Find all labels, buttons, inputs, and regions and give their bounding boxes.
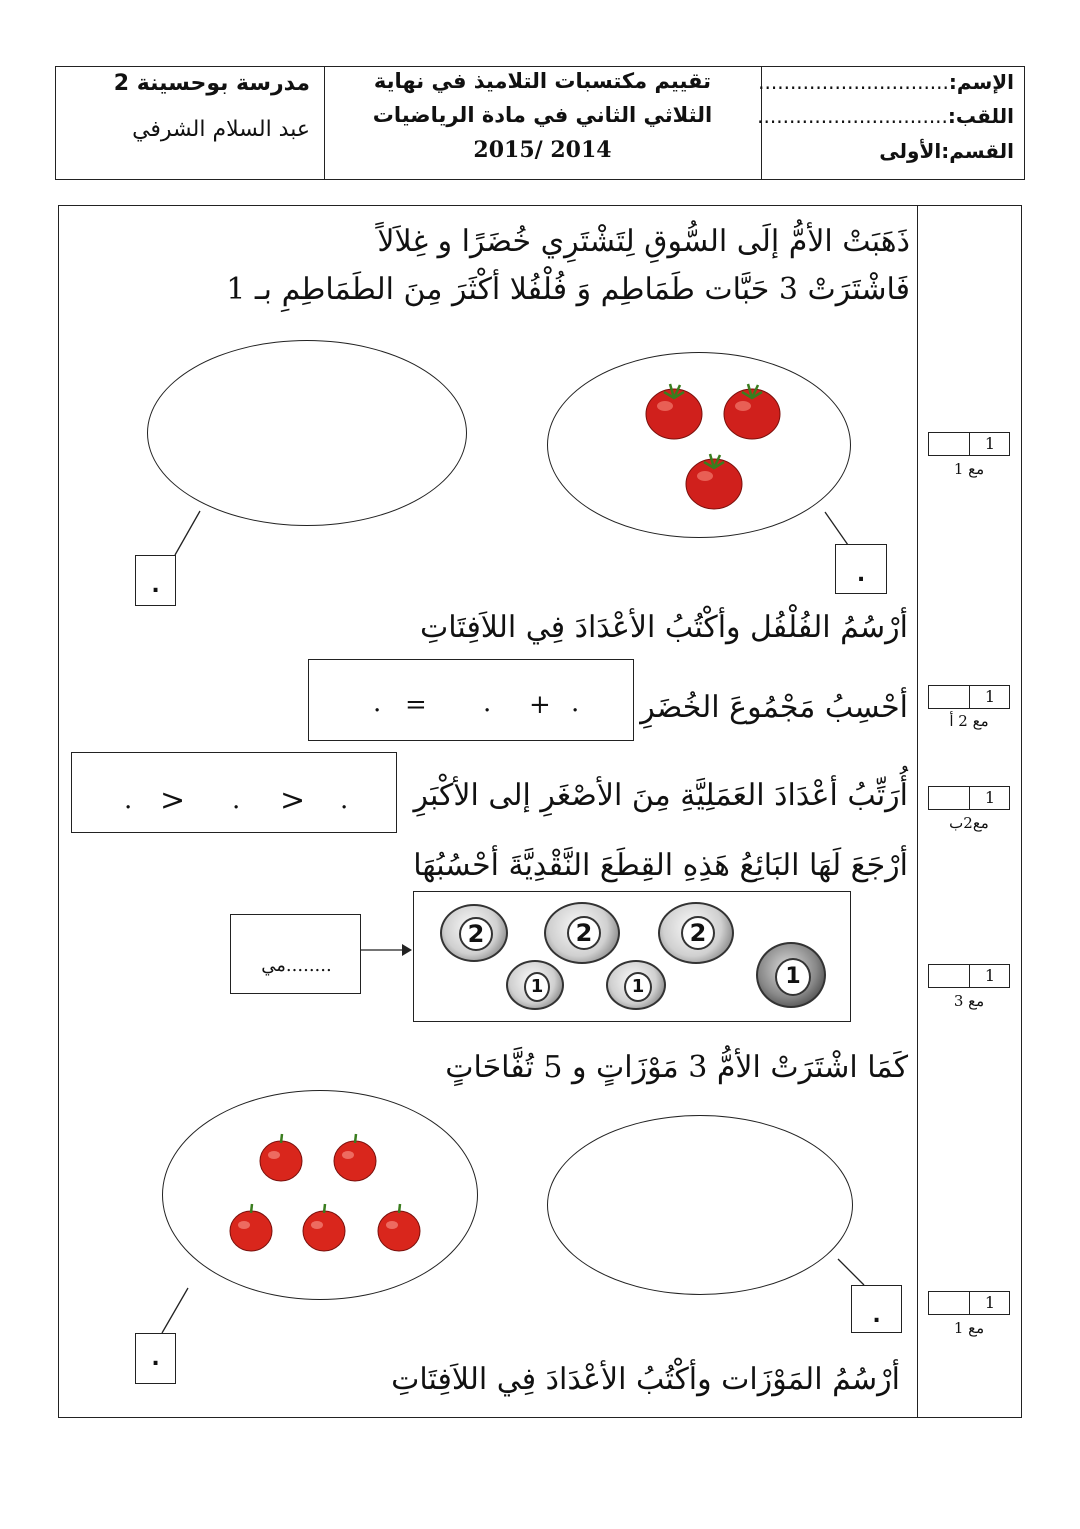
pepper-count-label[interactable]: . — [135, 555, 176, 606]
apple-icon — [303, 1204, 345, 1251]
draw-pepper-instruction: أرْسُمُ الفُلْفُل وأكْتُبُ الأعْدَادَ فِي اللاَفِتَاتِ — [420, 610, 908, 645]
coin-2-icon: 2 — [440, 904, 508, 962]
intro-line1: ذَهَبَتْ الأمُّ إلَى السُّوقِ لِتَشْتَرِي خُضَرًا و غِلاَلاً — [377, 224, 910, 259]
school-name: مدرسة بوحسينة 2 — [113, 71, 310, 96]
score-box-1[interactable]: 1 — [928, 432, 1010, 456]
score-criterion-4: مع 3 — [953, 992, 985, 1010]
school-year: 2015/ 2014 — [473, 137, 612, 163]
order-dot-2: . — [232, 785, 241, 815]
coins-result[interactable]: ........مي — [261, 955, 332, 976]
score-box-3[interactable]: 1 — [928, 786, 1010, 810]
coin-2-icon: 2 — [544, 902, 620, 964]
greater-sign-1: > — [160, 783, 186, 818]
order-dot-1: . — [124, 785, 133, 815]
surname-label: اللقب: — [947, 104, 1014, 128]
bought-more-text: كَمَا اشْتَرَتْ الأمُّ 3 مَوْزَاتٍ و 5 تُفَّاحَاتٍ — [445, 1050, 908, 1085]
score-box-2[interactable]: 1 — [928, 685, 1010, 709]
intro-line2: فَاشْتَرَتْ 3 حَبَّات طَمَاطِم وَ فُلْفُلا أكْثَرَ مِنَ الطَمَاطِمِ بـ 1 — [226, 272, 910, 307]
sum-dot-3: . — [373, 688, 382, 718]
bananas-count-label[interactable]: . — [851, 1285, 902, 1333]
order-answer-box[interactable] — [71, 752, 397, 833]
coins-instruction: أرْجَعَ لَهَا البَائِعُ هَذِهِ القِطَعَ النَّقْدِيَّةَ أحْسُبُهَا — [413, 848, 908, 883]
sum-dot-1: . — [571, 688, 580, 718]
coins-frame — [413, 891, 851, 1022]
coin-2-icon: 2 — [658, 902, 734, 964]
equals-sign: = — [405, 690, 427, 720]
draw-bananas-instruction: أرْسُمُ المَوْزَات وأكْتُبُ الأعْدَادَ فِي اللاَفِتَاتِ — [391, 1362, 900, 1397]
coins-result-box[interactable] — [230, 914, 361, 994]
surname-dots[interactable]: .............................. — [757, 104, 948, 128]
title-line1: تقييم مكتسبات التلاميذ في نهاية — [373, 69, 712, 93]
order-instruction: أُرَتِّبُ أعْدَادَ العَمَلِيَّةِ مِنَ الأصْغَرِ إلى الأكْبَرِ — [413, 778, 908, 813]
score-criterion-3: مع2ب — [949, 814, 989, 832]
score-box-4[interactable]: 1 — [928, 964, 1010, 988]
coin-1-icon: 1 — [506, 960, 564, 1010]
apple-icon — [230, 1204, 272, 1251]
name-dots[interactable]: .............................. — [758, 70, 949, 94]
tomato-count-label[interactable]: . — [835, 544, 887, 594]
score-criterion-2: مع 2 أ — [949, 712, 989, 730]
apple-icon — [260, 1134, 302, 1181]
coin-1-icon: 1 — [606, 960, 666, 1010]
title-line2: الثلاثي الثاني في مادة الرياضيات — [372, 103, 713, 127]
teacher-name: عبد السلام الشرفي — [132, 117, 310, 142]
score-box-5[interactable]: 1 — [928, 1291, 1010, 1315]
compute-sum-instruction: أحْسِبُ مَجْمُوعَ الخُضَرِ — [640, 690, 908, 725]
sum-dot-2: . — [483, 688, 492, 718]
sum-answer-box[interactable] — [308, 659, 634, 741]
order-dot-3: . — [340, 785, 349, 815]
greater-sign-2: > — [280, 783, 306, 818]
score-criterion-1: مع 1 — [953, 460, 985, 478]
apple-icon — [378, 1204, 420, 1251]
apples-count-label[interactable]: . — [135, 1333, 176, 1384]
apple-icon — [334, 1134, 376, 1181]
bananas-ellipse[interactable] — [547, 1115, 853, 1295]
apples-group — [225, 1128, 425, 1258]
plus-sign: + — [529, 690, 551, 720]
score-criterion-5: مع 1 — [953, 1319, 985, 1337]
class-label: القسم:الأولى — [879, 139, 1014, 163]
name-label: الإسم: — [948, 70, 1014, 94]
coin-1-icon: 1 — [756, 942, 826, 1008]
